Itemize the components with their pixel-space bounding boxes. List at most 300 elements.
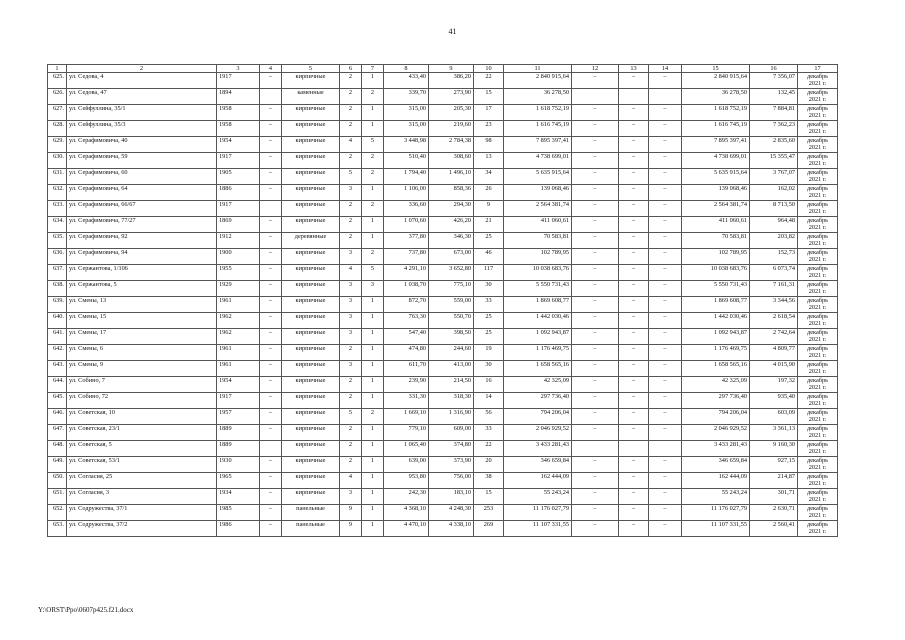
cell-row-number: 643. xyxy=(48,361,67,377)
cell-col-14: – xyxy=(649,169,682,185)
cell-cost-sum: 5 550 731,43 xyxy=(682,281,750,297)
table-row xyxy=(48,457,838,473)
cell-col-12: – xyxy=(572,489,619,505)
cell-row-number: 630. xyxy=(48,153,67,169)
cell-year-built: 1985 xyxy=(217,505,260,521)
cell-col-14: – xyxy=(649,473,682,489)
cell-floors: 2 xyxy=(340,457,362,473)
cell-col-14: – xyxy=(649,265,682,281)
cell-col-13: – xyxy=(619,153,649,169)
cell-entrances: 2 xyxy=(362,89,384,105)
cell-cost-per-sqm: 2 835,60 xyxy=(750,137,798,153)
cell-floors: 2 xyxy=(340,89,362,105)
cell-living-area: 2 784,38 xyxy=(429,137,474,153)
cell-col-12: – xyxy=(572,249,619,265)
cell-col-4: – xyxy=(260,281,282,297)
cell-address: ул. Серафимовича, 64 xyxy=(67,185,217,201)
cell-total-area: 315,00 xyxy=(384,121,429,137)
table-row xyxy=(48,265,838,281)
cell-year-built: 1961 xyxy=(217,361,260,377)
cell-col-14: – xyxy=(649,217,682,233)
cell-col-13: – xyxy=(619,281,649,297)
cell-total-area: 3 448,98 xyxy=(384,137,429,153)
cell-floors: 2 xyxy=(340,153,362,169)
cell-year-built: 1905 xyxy=(217,169,260,185)
cell-cost-per-sqm: 15 355,47 xyxy=(750,153,798,169)
cell-total-cost: 7 895 397,41 xyxy=(504,137,572,153)
cell-col-12: – xyxy=(572,521,619,537)
cell-deadline: декабрь 2021 г. xyxy=(798,329,838,345)
table-row xyxy=(48,313,838,329)
table-row xyxy=(48,377,838,393)
table-row xyxy=(48,361,838,377)
cell-total-cost: 36 278,50 xyxy=(504,89,572,105)
cell-wall-material: панельные xyxy=(282,505,340,521)
cell-cost-per-sqm: 7 362,23 xyxy=(750,121,798,137)
cell-residents: 22 xyxy=(474,73,504,89)
cell-total-cost: 5 635 915,64 xyxy=(504,169,572,185)
cell-row-number: 637. xyxy=(48,265,67,281)
cell-address: ул. Смены, 9 xyxy=(67,361,217,377)
cell-wall-material: кирпичные xyxy=(282,345,340,361)
cell-wall-material: кирпичные xyxy=(282,169,340,185)
cell-entrances: 1 xyxy=(362,457,384,473)
cell-col-4: – xyxy=(260,377,282,393)
cell-deadline: декабрь 2021 г. xyxy=(798,377,838,393)
cell-wall-material: кирпичные xyxy=(282,441,340,457)
cell-year-built: 1962 xyxy=(217,329,260,345)
header-cell-1: 1 xyxy=(48,65,67,73)
cell-wall-material: панельные xyxy=(282,521,340,537)
cell-wall-material: кирпичные xyxy=(282,457,340,473)
cell-total-cost: 102 789,95 xyxy=(504,249,572,265)
cell-cost-per-sqm: 203,82 xyxy=(750,233,798,249)
cell-deadline: декабрь 2021 г. xyxy=(798,169,838,185)
cell-row-number: 641. xyxy=(48,329,67,345)
cell-deadline: декабрь 2021 г. xyxy=(798,473,838,489)
cell-col-4: – xyxy=(260,217,282,233)
cell-address: ул. Смены, 13 xyxy=(67,297,217,313)
header-cell-9: 9 xyxy=(429,65,474,73)
cell-total-area: 510,40 xyxy=(384,153,429,169)
cell-total-area: 1 065,40 xyxy=(384,441,429,457)
cell-total-area: 1 106,00 xyxy=(384,185,429,201)
cell-year-built: 1954 xyxy=(217,377,260,393)
cell-residents: 30 xyxy=(474,361,504,377)
table-row xyxy=(48,473,838,489)
table-row xyxy=(48,521,838,537)
cell-floors: 2 xyxy=(340,217,362,233)
cell-col-12: – xyxy=(572,457,619,473)
cell-col-12: – xyxy=(572,473,619,489)
cell-total-cost: 5 550 731,43 xyxy=(504,281,572,297)
cell-cost-per-sqm: 2 630,71 xyxy=(750,505,798,521)
cell-wall-material: кирпичные xyxy=(282,217,340,233)
cell-col-14: – xyxy=(649,505,682,521)
cell-entrances: 1 xyxy=(362,73,384,89)
cell-deadline: декабрь 2021 г. xyxy=(798,185,838,201)
cell-floors: 3 xyxy=(340,281,362,297)
cell-cost-per-sqm: 8 713,50 xyxy=(750,201,798,217)
cell-col-14: – xyxy=(649,329,682,345)
cell-floors: 2 xyxy=(340,345,362,361)
cell-total-cost: 4 738 699,01 xyxy=(504,153,572,169)
cell-col-12: – xyxy=(572,185,619,201)
cell-col-13 xyxy=(619,89,649,105)
table-row xyxy=(48,105,838,121)
cell-col-12: – xyxy=(572,265,619,281)
cell-col-12 xyxy=(572,89,619,105)
cell-col-13: – xyxy=(619,185,649,201)
cell-entrances: 1 xyxy=(362,521,384,537)
cell-cost-per-sqm: 927,15 xyxy=(750,457,798,473)
cell-col-12: – xyxy=(572,201,619,217)
cell-floors: 2 xyxy=(340,377,362,393)
cell-total-area: 315,00 xyxy=(384,105,429,121)
cell-total-cost: 794 206,04 xyxy=(504,409,572,425)
cell-col-14: – xyxy=(649,281,682,297)
cell-col-14 xyxy=(649,441,682,457)
cell-year-built: 1962 xyxy=(217,313,260,329)
cell-col-4: – xyxy=(260,185,282,201)
cell-col-12: – xyxy=(572,329,619,345)
cell-deadline: декабрь 2021 г. xyxy=(798,313,838,329)
cell-floors: 2 xyxy=(340,201,362,217)
cell-living-area: 374,80 xyxy=(429,441,474,457)
cell-residents: 17 xyxy=(474,105,504,121)
cell-col-13: – xyxy=(619,217,649,233)
cell-row-number: 635. xyxy=(48,233,67,249)
cell-entrances: 1 xyxy=(362,345,384,361)
cell-wall-material: кирпичные xyxy=(282,377,340,393)
cell-year-built: 1930 xyxy=(217,457,260,473)
cell-year-built: 1958 xyxy=(217,121,260,137)
cell-col-4: – xyxy=(260,265,282,281)
cell-year-built: 1934 xyxy=(217,489,260,505)
cell-col-13: – xyxy=(619,233,649,249)
cell-deadline: декабрь 2021 г. xyxy=(798,505,838,521)
cell-col-12: – xyxy=(572,217,619,233)
cell-row-number: 644. xyxy=(48,377,67,393)
cell-row-number: 626. xyxy=(48,89,67,105)
cell-col-12: – xyxy=(572,393,619,409)
cell-col-4: – xyxy=(260,489,282,505)
cell-wall-material: кирпичные xyxy=(282,121,340,137)
cell-col-13: – xyxy=(619,377,649,393)
cell-total-area: 779,10 xyxy=(384,425,429,441)
cell-total-area: 474,80 xyxy=(384,345,429,361)
cell-col-13 xyxy=(619,441,649,457)
table-row xyxy=(48,185,838,201)
cell-living-area: 1 316,90 xyxy=(429,409,474,425)
cell-cost-sum: 794 206,04 xyxy=(682,409,750,425)
cell-living-area: 346,30 xyxy=(429,233,474,249)
cell-entrances: 1 xyxy=(362,489,384,505)
cell-col-4: – xyxy=(260,297,282,313)
cell-col-4: – xyxy=(260,473,282,489)
cell-address: ул. Серафимовича, 59 xyxy=(67,153,217,169)
cell-row-number: 651. xyxy=(48,489,67,505)
cell-row-number: 645. xyxy=(48,393,67,409)
cell-total-area: 763,30 xyxy=(384,313,429,329)
header-cell-15: 15 xyxy=(682,65,750,73)
cell-residents: 13 xyxy=(474,153,504,169)
cell-living-area: 318,30 xyxy=(429,393,474,409)
cell-entrances: 1 xyxy=(362,377,384,393)
table-row xyxy=(48,137,838,153)
housing-register-table xyxy=(47,64,838,537)
cell-col-4: – xyxy=(260,249,282,265)
cell-living-area: 183,10 xyxy=(429,489,474,505)
cell-col-4: – xyxy=(260,313,282,329)
cell-address: ул. Серафимовича, 94 xyxy=(67,249,217,265)
cell-year-built: 1900 xyxy=(217,249,260,265)
cell-col-4: – xyxy=(260,457,282,473)
table-row xyxy=(48,169,838,185)
cell-wall-material: каменные xyxy=(282,89,340,105)
cell-col-13: – xyxy=(619,345,649,361)
cell-cost-per-sqm: 197,32 xyxy=(750,377,798,393)
cell-deadline: декабрь 2021 г. xyxy=(798,457,838,473)
cell-entrances: 2 xyxy=(362,409,384,425)
cell-col-12 xyxy=(572,441,619,457)
cell-floors: 3 xyxy=(340,297,362,313)
cell-entrances: 2 xyxy=(362,249,384,265)
cell-address: ул. Согласия, 25 xyxy=(67,473,217,489)
cell-deadline: декабрь 2021 г. xyxy=(798,281,838,297)
cell-total-area: 4 291,10 xyxy=(384,265,429,281)
cell-year-built: 1965 xyxy=(217,473,260,489)
cell-residents: 9 xyxy=(474,201,504,217)
cell-residents: 34 xyxy=(474,169,504,185)
cell-col-14: – xyxy=(649,377,682,393)
cell-col-13: – xyxy=(619,169,649,185)
cell-residents: 56 xyxy=(474,409,504,425)
cell-entrances: 2 xyxy=(362,169,384,185)
cell-cost-per-sqm: 9 160,30 xyxy=(750,441,798,457)
cell-row-number: 633. xyxy=(48,201,67,217)
cell-living-area: 413,00 xyxy=(429,361,474,377)
cell-living-area: 4 248,30 xyxy=(429,505,474,521)
cell-address: ул. Смены, 15 xyxy=(67,313,217,329)
cell-floors: 3 xyxy=(340,489,362,505)
cell-address: ул. Советская, 10 xyxy=(67,409,217,425)
cell-residents: 46 xyxy=(474,249,504,265)
cell-col-4: – xyxy=(260,121,282,137)
cell-living-area: 205,30 xyxy=(429,105,474,121)
cell-wall-material: кирпичные xyxy=(282,137,340,153)
cell-total-area: 336,60 xyxy=(384,201,429,217)
cell-col-12: – xyxy=(572,137,619,153)
cell-wall-material: кирпичные xyxy=(282,329,340,345)
cell-cost-per-sqm: 7 161,31 xyxy=(750,281,798,297)
cell-residents: 15 xyxy=(474,89,504,105)
cell-row-number: 632. xyxy=(48,185,67,201)
header-cell-3: 3 xyxy=(217,65,260,73)
cell-col-13: – xyxy=(619,297,649,313)
cell-cost-sum: 11 176 027,79 xyxy=(682,505,750,521)
cell-wall-material: кирпичные xyxy=(282,281,340,297)
cell-deadline: декабрь 2021 г. xyxy=(798,441,838,457)
cell-cost-sum: 2 564 381,74 xyxy=(682,201,750,217)
table-row xyxy=(48,153,838,169)
cell-living-area: 559,00 xyxy=(429,297,474,313)
cell-row-number: 640. xyxy=(48,313,67,329)
cell-deadline: декабрь 2021 г. xyxy=(798,361,838,377)
cell-entrances: 1 xyxy=(362,329,384,345)
cell-deadline: декабрь 2021 г. xyxy=(798,137,838,153)
cell-residents: 21 xyxy=(474,217,504,233)
cell-total-cost: 55 243,24 xyxy=(504,489,572,505)
cell-floors: 4 xyxy=(340,265,362,281)
cell-col-14: – xyxy=(649,201,682,217)
cell-floors: 3 xyxy=(340,185,362,201)
cell-cost-sum: 346 659,84 xyxy=(682,457,750,473)
cell-col-12: – xyxy=(572,169,619,185)
cell-total-area: 1 794,40 xyxy=(384,169,429,185)
cell-col-14: – xyxy=(649,233,682,249)
table-row xyxy=(48,217,838,233)
cell-cost-sum: 2 046 929,52 xyxy=(682,425,750,441)
cell-col-4: – xyxy=(260,393,282,409)
cell-total-area: 377,80 xyxy=(384,233,429,249)
cell-floors: 2 xyxy=(340,105,362,121)
cell-deadline: декабрь 2021 г. xyxy=(798,393,838,409)
cell-col-4: – xyxy=(260,73,282,89)
cell-cost-sum: 1 658 565,16 xyxy=(682,361,750,377)
cell-deadline: декабрь 2021 г. xyxy=(798,73,838,89)
cell-entrances: 1 xyxy=(362,393,384,409)
cell-wall-material: кирпичные xyxy=(282,409,340,425)
cell-total-cost: 70 583,81 xyxy=(504,233,572,249)
cell-cost-per-sqm: 4 809,77 xyxy=(750,345,798,361)
cell-col-4 xyxy=(260,89,282,105)
cell-cost-per-sqm: 132,45 xyxy=(750,89,798,105)
cell-entrances: 1 xyxy=(362,505,384,521)
cell-entrances: 1 xyxy=(362,361,384,377)
cell-address: ул. Собино, 7 xyxy=(67,377,217,393)
cell-wall-material: деревянные xyxy=(282,233,340,249)
cell-floors: 9 xyxy=(340,521,362,537)
cell-living-area: 294,30 xyxy=(429,201,474,217)
cell-total-cost: 346 659,84 xyxy=(504,457,572,473)
cell-total-area: 737,80 xyxy=(384,249,429,265)
cell-living-area: 550,70 xyxy=(429,313,474,329)
cell-col-14: – xyxy=(649,393,682,409)
cell-living-area: 426,20 xyxy=(429,217,474,233)
cell-cost-per-sqm: 2 618,54 xyxy=(750,313,798,329)
cell-col-13: – xyxy=(619,121,649,137)
cell-col-4: – xyxy=(260,425,282,441)
cell-col-12: – xyxy=(572,409,619,425)
header-cell-14: 14 xyxy=(649,65,682,73)
cell-address: ул. Серафимовича, 66/67 xyxy=(67,201,217,217)
cell-floors: 2 xyxy=(340,441,362,457)
cell-cost-per-sqm: 3 344,56 xyxy=(750,297,798,313)
cell-living-area: 3 652,80 xyxy=(429,265,474,281)
cell-address: ул. Смены, 6 xyxy=(67,345,217,361)
cell-year-built: 1929 xyxy=(217,281,260,297)
cell-living-area: 398,50 xyxy=(429,329,474,345)
cell-col-14: – xyxy=(649,313,682,329)
cell-col-12: – xyxy=(572,121,619,137)
cell-cost-sum: 11 107 331,55 xyxy=(682,521,750,537)
cell-deadline: декабрь 2021 г. xyxy=(798,121,838,137)
cell-living-area: 858,36 xyxy=(429,185,474,201)
cell-deadline: декабрь 2021 г. xyxy=(798,489,838,505)
table-row xyxy=(48,73,838,89)
cell-wall-material: кирпичные xyxy=(282,105,340,121)
cell-residents: 25 xyxy=(474,233,504,249)
table-row xyxy=(48,505,838,521)
cell-entrances: 5 xyxy=(362,137,384,153)
cell-address: ул. Содружества, 37/1 xyxy=(67,505,217,521)
cell-col-4: – xyxy=(260,105,282,121)
cell-row-number: 628. xyxy=(48,121,67,137)
cell-deadline: декабрь 2021 г. xyxy=(798,105,838,121)
header-cell-2: 2 xyxy=(67,65,217,73)
table-row xyxy=(48,121,838,137)
table-row xyxy=(48,489,838,505)
table-row xyxy=(48,201,838,217)
cell-col-14: – xyxy=(649,249,682,265)
cell-cost-sum: 7 895 397,41 xyxy=(682,137,750,153)
cell-address: ул. Сейфуллина, 35/3 xyxy=(67,121,217,137)
cell-address: ул. Седова, 4 xyxy=(67,73,217,89)
cell-residents: 19 xyxy=(474,345,504,361)
cell-wall-material: кирпичные xyxy=(282,393,340,409)
cell-entrances: 3 xyxy=(362,281,384,297)
cell-col-14: – xyxy=(649,489,682,505)
cell-address: ул. Советская, 53/1 xyxy=(67,457,217,473)
cell-cost-sum: 4 738 699,01 xyxy=(682,153,750,169)
cell-wall-material: кирпичные xyxy=(282,73,340,89)
cell-deadline: декабрь 2021 г. xyxy=(798,249,838,265)
cell-cost-per-sqm: 7 884,81 xyxy=(750,105,798,121)
cell-total-area: 953,80 xyxy=(384,473,429,489)
cell-total-cost: 2 046 929,52 xyxy=(504,425,572,441)
cell-total-cost: 11 107 331,55 xyxy=(504,521,572,537)
cell-col-14: – xyxy=(649,297,682,313)
cell-deadline: декабрь 2021 г. xyxy=(798,409,838,425)
cell-col-13: – xyxy=(619,489,649,505)
cell-living-area: 244,60 xyxy=(429,345,474,361)
cell-total-cost: 162 444,09 xyxy=(504,473,572,489)
cell-cost-sum: 2 840 915,64 xyxy=(682,73,750,89)
cell-address: ул. Смены, 17 xyxy=(67,329,217,345)
cell-deadline: декабрь 2021 г. xyxy=(798,265,838,281)
document-file-path: Y:\ORST\Ppo\0607p425.f21.docx xyxy=(38,606,134,614)
cell-col-13: – xyxy=(619,249,649,265)
cell-floors: 2 xyxy=(340,393,362,409)
cell-floors: 3 xyxy=(340,361,362,377)
cell-wall-material: кирпичные xyxy=(282,425,340,441)
header-cell-16: 16 xyxy=(750,65,798,73)
cell-cost-sum: 1 618 752,19 xyxy=(682,105,750,121)
cell-wall-material: кирпичные xyxy=(282,201,340,217)
cell-total-cost: 10 038 683,76 xyxy=(504,265,572,281)
cell-floors: 4 xyxy=(340,473,362,489)
cell-floors: 2 xyxy=(340,233,362,249)
cell-total-cost: 2 564 381,74 xyxy=(504,201,572,217)
cell-entrances: 1 xyxy=(362,473,384,489)
cell-address: ул. Серафимовича, 77/27 xyxy=(67,217,217,233)
cell-year-built: 1961 xyxy=(217,345,260,361)
table-row xyxy=(48,281,838,297)
table-row xyxy=(48,441,838,457)
cell-living-area: 308,60 xyxy=(429,153,474,169)
table-row xyxy=(48,393,838,409)
